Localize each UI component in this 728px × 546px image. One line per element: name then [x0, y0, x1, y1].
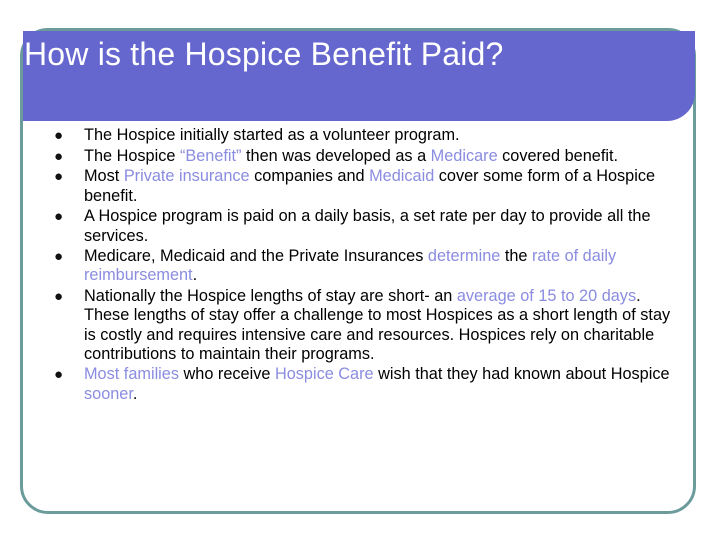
highlight-average-stay: average of 15 to 20 days — [456, 287, 637, 306]
bullet-text: who receive — [179, 365, 275, 384]
bullet-text: companies and — [249, 167, 370, 186]
highlight-most-families: Most families — [84, 365, 179, 384]
slide-title: How is the Hospice Benefit Paid? — [24, 36, 504, 72]
bullet-text: wish that they had known about Hospice — [373, 365, 670, 384]
bullet-item — [54, 247, 680, 285]
bullet-icon: ● — [54, 366, 64, 384]
bullet-list — [54, 126, 680, 405]
highlight-sooner: sooner — [84, 384, 133, 403]
bullet-text: then was developed as a — [241, 146, 431, 165]
bullet-item — [54, 365, 680, 403]
bullet-item — [54, 167, 680, 205]
bullet-item — [54, 207, 680, 245]
bullet-text: A Hospice program is paid on a daily basis, a set rate per day to provide all the services. — [84, 207, 651, 245]
bullet-icon: ● — [54, 208, 64, 226]
bullet-text: cover some form of a Hospice benefit. — [84, 167, 656, 205]
bullet-item — [54, 147, 680, 166]
highlight-determine: determine — [427, 247, 501, 266]
title-underline — [24, 98, 672, 100]
bullet-text: the — [500, 247, 532, 266]
bullet-text: . — [132, 384, 138, 403]
bullet-icon: ● — [54, 147, 64, 165]
highlight-hospice-care: Hospice Care — [274, 365, 374, 384]
bullet-icon: ● — [54, 248, 64, 266]
bullet-text: Nationally the Hospice lengths of stay are short- an — [84, 287, 457, 306]
bullet-text: . These lengths of stay offer a challenge to most Hospices as a short length of stay is costly and requires intensive care and resources. Hospices rely on charitable contributions to maintain their programs. — [84, 287, 671, 363]
highlight-rate-of-daily-reimbursement: rate of daily reimbursement — [84, 247, 617, 285]
bullet-icon: ● — [54, 168, 64, 186]
bullet-icon: ● — [54, 127, 64, 144]
bullet-text: . — [192, 266, 198, 285]
bullet-item — [54, 126, 680, 145]
highlight-private-insurance: Private insurance — [123, 167, 250, 186]
bullet-text: The Hospice — [84, 146, 180, 165]
bullet-text: Most — [84, 167, 124, 186]
highlight-medicare: Medicare — [430, 146, 498, 165]
bullet-item — [54, 287, 680, 364]
bullet-text: covered benefit. — [497, 146, 619, 165]
bullet-text: The Hospice initially started as a volunteer program. — [84, 126, 460, 144]
bullet-text: Medicare, Medicaid and the Private Insurances — [84, 247, 428, 266]
highlight-benefit: “Benefit” — [179, 146, 242, 165]
highlight-medicaid: Medicaid — [369, 167, 435, 186]
bullet-icon: ● — [54, 288, 64, 306]
